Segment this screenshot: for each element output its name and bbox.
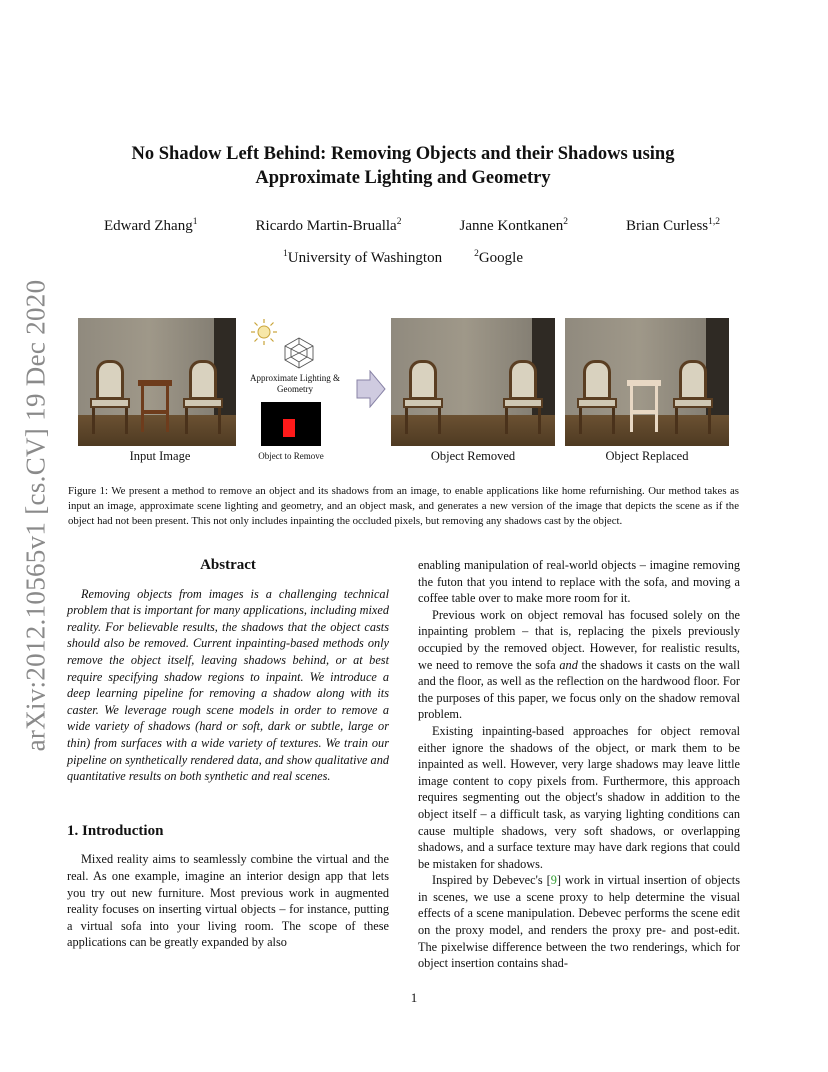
intro-paragraph: Mixed reality aims to seamlessly combine the virtual and the real. As one example, imagine an interior design app that lets you try out new furniture. Most previous work in augmented reality focuses on inserting virtual objects – for instance, putting a virtual sofa into your living room. The scope of these applications can be greatly expanded by also: [67, 852, 389, 950]
left-column: [67, 555, 389, 951]
body-paragraph: Inspired by Debevec's [9] work in virtual insertion of objects in scenes, we use a scene proxy to help determine the visual effects of a scene manipulation. Debevec performs the scene edit on the proxy model, and renders the proxy pre- and post-edit. The pixelwise difference between the two renderings, which for object insertion contains shad-: [418, 873, 740, 971]
lighting-geometry-label: Approximate Lighting & Geometry: [250, 373, 340, 394]
input-image: [78, 318, 236, 446]
object-mask: [261, 402, 321, 446]
abstract-heading: Abstract: [200, 557, 256, 573]
author: Ricardo Martin-Brualla$^2$: [255, 217, 402, 234]
affiliation: $^2$Google: [474, 249, 523, 266]
paper-title: [60, 142, 746, 190]
label-object-removed: Object Removed: [430, 449, 516, 463]
author: Janne Kontkanen$^2$: [459, 217, 568, 234]
label-object-to-remove: Object to Remove: [258, 451, 324, 461]
section-heading-introduction: 1. Introduction: [67, 822, 164, 839]
right-column: [418, 557, 740, 972]
affiliation: $^1$University of Washington: [282, 249, 443, 266]
sun-icon: [250, 318, 278, 346]
abstract-text: Removing objects from images is a challenging technical problem that is important for many applications, including mixed reality. For believable results, the shadows that the object casts should also be removed. Current inpainting-based methods only remove the object itself, leaving shadows behind, or at best require specifying shadow regions to inpaint. We introduce a deep learning pipeline for removing a shadow along with its caster. We leverage rough scene models in order to remove a wide variety of shadows (hard or soft, dark or subtle, large or thin) from surfaces with a wide variety of textures. We train our pipeline on synthetically rendered data, and show qualitative and quantitative results on both synthetic and real scenes.: [67, 586, 389, 784]
title-line-1: No Shadow Left Behind: Removing Objects and their Shadows using: [131, 144, 675, 164]
geometry-icon: [282, 336, 316, 370]
author: Edward Zhang$^1$: [104, 217, 198, 234]
author: Brian Curless$^{1,2}$: [626, 217, 720, 234]
arrow-right-icon: [356, 370, 386, 408]
body-paragraph: Existing inpainting-based approaches for object removal either ignore the shadows of the object, or mark them to be inpainted as well. However, very large shadows may leave little image content to copy pixels from. Furthermore, this approach requires segmenting out the object's shadow in addition to the object itself – a difficult task, as varying lighting conditions can cause multiple shadows, very soft shadows, or overlapping shadows, and a surface texture may have dark regions that could be mistaken for shadows.: [418, 723, 740, 871]
page-number: 1: [410, 990, 418, 1005]
affiliations: [60, 250, 746, 267]
author-list: [60, 218, 768, 235]
figure-caption: Figure 1: We present a method to remove an object and its shadows from an image, to enable applications like home refurnishing. Our method takes as input an image, approximate scene lighting and geometry, and an object mask, and generates a new version of the image that depicts the scene as if the object had not been present. This not only includes inpainting the occluded pixels, but removing any shadows cast by the object.: [68, 485, 739, 527]
arxiv-stamp: [16, 279, 56, 751]
body-paragraph: Previous work on object removal has focused solely on the inpainting problem – that is, replacing the pixels previously occupied by the removed object. However, for realistic results, we need to remove the sofa and the shadows it casts on the wall and the floor, as well as the reflection on the hardwood floor. For the purposes of this paper, we focus only on the shadow removal problem.: [418, 607, 741, 722]
body-paragraph: enabling manipulation of real-world objects – imagine removing the futon that you intend to replace with the sofa, and moving a coffee table over to make more room for it.: [418, 558, 740, 606]
object-removed-image: [391, 318, 555, 446]
arxiv-id: arXiv:2012.10565v1 [cs.CV] 19 Dec 2020: [20, 279, 51, 751]
label-input-image: Input Image: [129, 449, 191, 463]
title-line-2: Approximate Lighting and Geometry: [255, 168, 551, 188]
label-object-replaced: Object Replaced: [605, 449, 689, 463]
object-replaced-image: [565, 318, 729, 446]
citation-link[interactable]: 9: [550, 873, 557, 888]
